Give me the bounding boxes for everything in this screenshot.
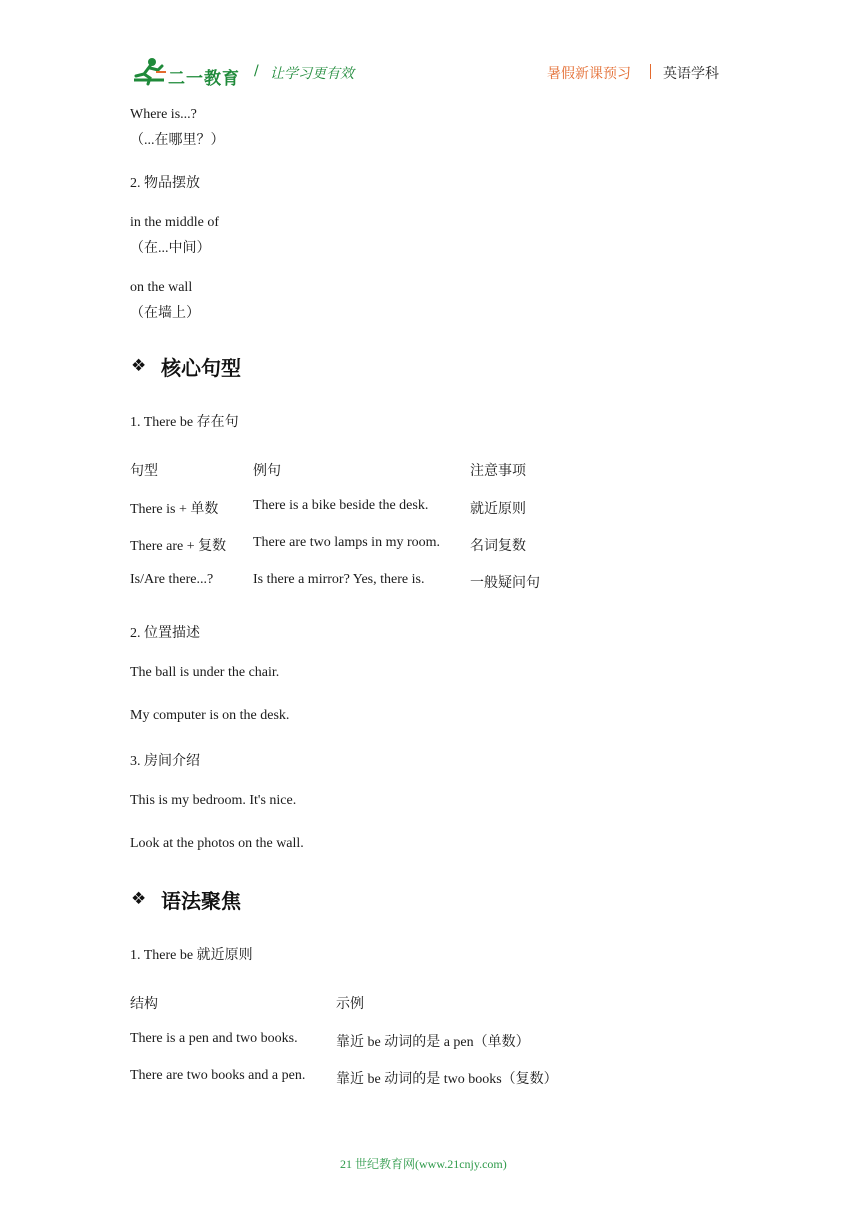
page-footer: 21 世纪教育网(www.21cnjy.com) [340,1157,507,1171]
section1-bullet-icon: ❖ [131,356,147,376]
table-cell: There are two lamps in my room. [253,535,441,550]
table-cell: There is a pen and two books. [130,1031,298,1046]
table-cell: 就近原则 [470,502,526,517]
section2-title: 语法聚焦 [161,889,241,913]
header-course: 暑假新课预习 [547,66,631,82]
table-cell: There is a bike beside the desk. [253,498,429,513]
table-cell: There are + 复数 [130,539,227,554]
table-cell: 靠近 be 动词的是 a pen（单数） [336,1035,530,1050]
text-photos-on-wall: Look at the photos on the wall. [130,836,304,851]
text-where-is-cn: （...在哪里？） [130,133,225,148]
table-cell: There is + 单数 [130,502,219,517]
text-on-the-wall: on the wall [130,280,193,295]
text-on-the-wall-cn: （在墙上） [130,306,200,321]
table1-header-pattern: 句型 [130,464,158,479]
logo-runner-icon [130,56,168,88]
text-in-the-middle-of: in the middle of [130,215,220,230]
section1-sub3: 3. 房间介绍 [130,754,200,769]
text-my-bedroom: This is my bedroom. It's nice. [130,793,297,808]
table1-header-notes: 注意事项 [470,464,526,479]
logo-text: 二一教育 [168,69,240,89]
table-cell: Is/Are there...? [130,572,214,587]
table-cell: 名词复数 [470,539,526,554]
header-slash: / [254,63,259,79]
header-divider [650,64,651,79]
table-cell: There are two books and a pen. [130,1068,306,1083]
table-cell: Is there a mirror? Yes, there is. [253,572,425,587]
section2-bullet-icon: ❖ [131,889,147,909]
text-in-the-middle-of-cn: （在...中间） [130,241,211,256]
text-where-is: Where is...? [130,107,197,122]
text-computer-on-desk: My computer is on the desk. [130,708,290,723]
section1-title: 核心句型 [161,356,241,380]
header-slogan: 让学习更有效 [270,66,354,82]
table2-header-structure: 结构 [130,997,158,1012]
table-cell: 靠近 be 动词的是 two books（复数） [336,1072,558,1087]
table2-header-example: 示例 [336,997,364,1012]
section1-sub2: 2. 位置描述 [130,626,200,641]
text-ball-under-chair: The ball is under the chair. [130,665,280,680]
table1-header-example: 例句 [253,464,281,479]
header-subject: 英语学科 [663,66,719,82]
heading-item-placement: 2. 物品摆放 [130,176,200,191]
section1-sub1: 1. There be 存在句 [130,415,239,430]
table-cell: 一般疑问句 [470,576,540,591]
section2-sub1: 1. There be 就近原则 [130,948,253,963]
